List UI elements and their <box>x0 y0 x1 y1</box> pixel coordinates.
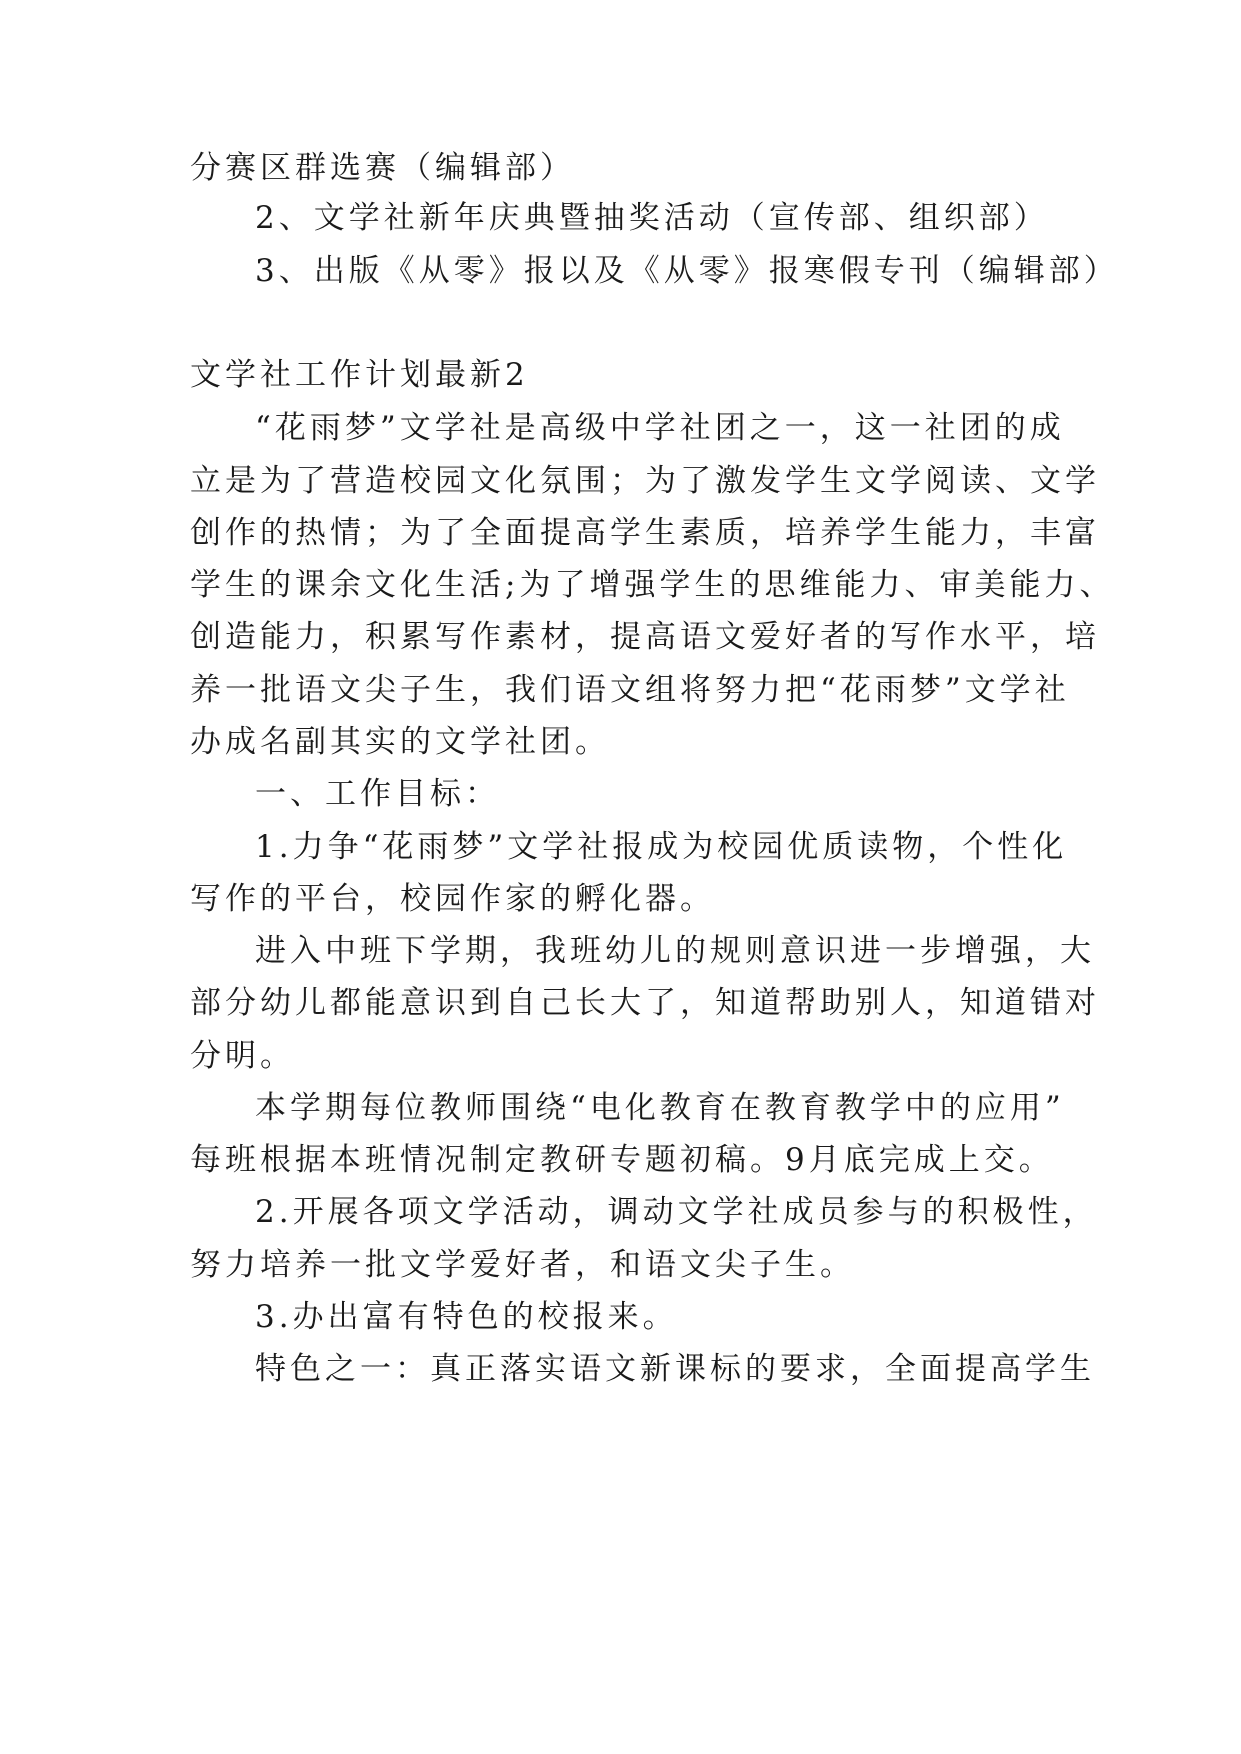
text-line: 立是为了营造校园文化氛围；为了激发学生文学阅读、文学 <box>190 463 1100 499</box>
text-line: 本学期每位教师围绕“电化教育在教育教学中的应用” <box>255 1090 1065 1126</box>
text-line: 努力培养一批文学爱好者，和语文尖子生。 <box>190 1247 855 1283</box>
text-line: 办成名副其实的文学社团。 <box>190 724 610 760</box>
text-line: 创造能力，积累写作素材，提高语文爱好者的写作水平，培 <box>190 619 1100 655</box>
text-line: 创作的热情；为了全面提高学生素质，培养学生能力，丰富 <box>190 515 1100 551</box>
text-line: 2.开展各项文学活动，调动文学社成员参与的积极性， <box>255 1194 1098 1230</box>
text-line: 3、出版《从零》报以及《从零》报寒假专刊（编辑部） <box>255 253 1119 289</box>
section-title: 文学社工作计划最新2 <box>190 357 529 393</box>
text-line: 写作的平台，校园作家的孵化器。 <box>190 881 715 917</box>
text-line: “花雨梦”文学社是高级中学社团之一，这一社团的成 <box>255 410 1065 446</box>
text-line: 特色之一：真正落实语文新课标的要求，全面提高学生 <box>255 1351 1095 1387</box>
goals-heading: 一、工作目标： <box>255 776 500 812</box>
text-line: 分赛区群选赛（编辑部） <box>190 150 575 186</box>
text-line: 每班根据本班情况制定教研专题初稿。9月底完成上交。 <box>190 1142 1054 1178</box>
text-line: 分明。 <box>190 1038 295 1074</box>
text-line: 3.办出富有特色的校报来。 <box>255 1299 678 1335</box>
text-line: 部分幼儿都能意识到自己长大了，知道帮助别人，知道错对 <box>190 985 1100 1021</box>
text-line: 养一批语文尖子生，我们语文组将努力把“花雨梦”文学社 <box>190 672 1070 708</box>
text-line: 1.力争“花雨梦”文学社报成为校园优质读物，个性化 <box>255 829 1068 865</box>
text-line: 进入中班下学期，我班幼儿的规则意识进一步增强，大 <box>255 933 1095 969</box>
text-line: 2、文学社新年庆典暨抽奖活动（宣传部、组织部） <box>255 200 1049 236</box>
text-line: 学生的课余文化生活;为了增强学生的思维能力、审美能力、 <box>190 567 1115 603</box>
